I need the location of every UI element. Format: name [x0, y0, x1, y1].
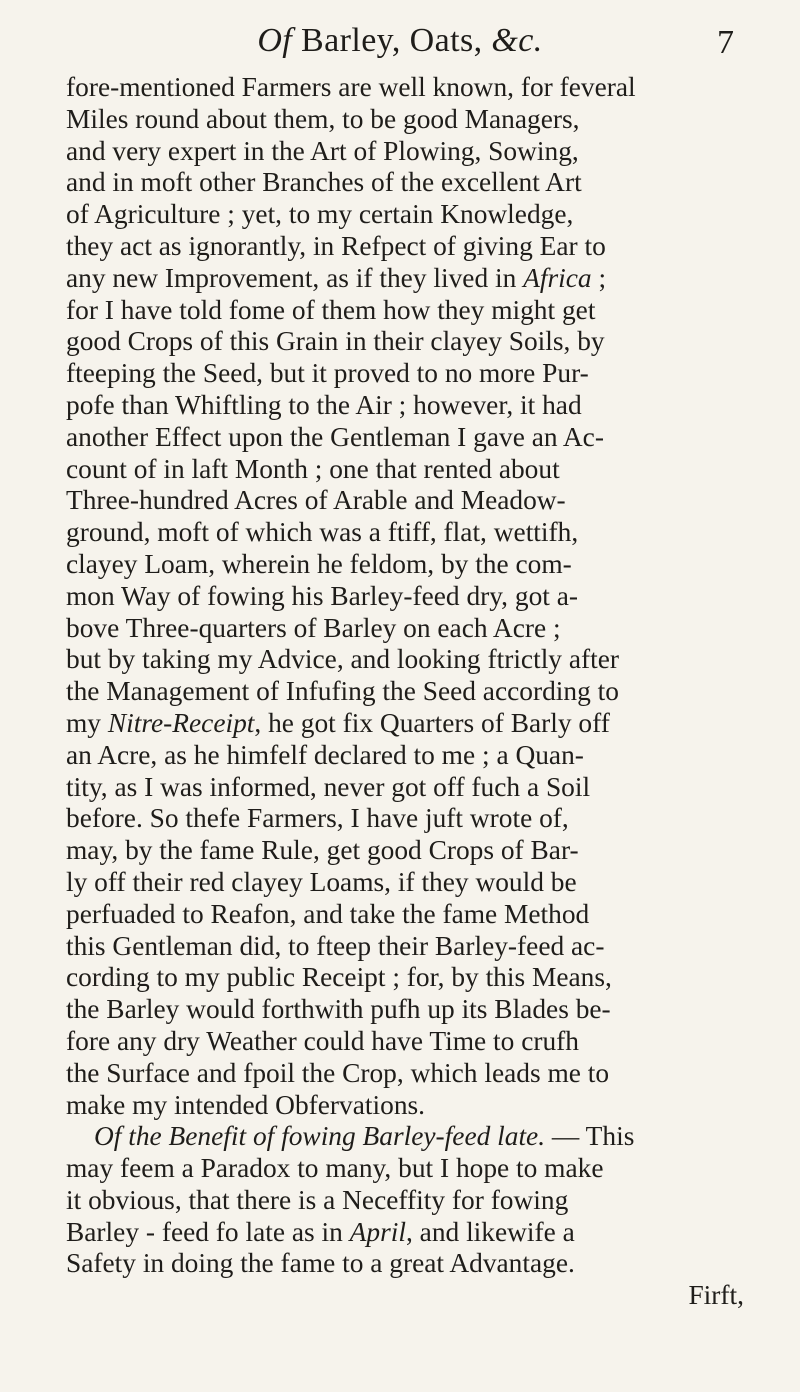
text-line: for I have told fome of them how they might get — [66, 294, 596, 325]
text-line-nitre-receipt: my Nitre-Receipt, he got fix Quarters of Barly off — [66, 707, 610, 738]
text-line: cording to my public Receipt ; for, by this Means, — [66, 962, 612, 993]
text-line: this Gentleman did, to fteep their Barley-feed ac- — [66, 930, 605, 961]
text-line: fteeping the Seed, but it proved to no more Pur- — [66, 358, 589, 389]
text-line: Three-hundred Acres of Arable and Meadow- — [66, 485, 566, 516]
text-line: ly off their red clayey Loams, if they would be — [66, 866, 577, 897]
italic-april: April — [349, 1216, 406, 1247]
text-line: fore-mentioned Farmers are well known, for feveral — [66, 72, 636, 102]
italic-nitre-receipt: Nitre-Receipt — [107, 707, 255, 738]
page-body-text — [66, 72, 754, 1312]
text-line: before. So thefe Farmers, I have juft wrote of, — [66, 803, 569, 834]
text-line: pofe than Whiftling to the Air ; however, it had — [66, 389, 582, 420]
text-line: Miles round about them, to be good Managers, — [66, 103, 580, 134]
text-line: and very expert in the Art of Plowing, Sowing, — [66, 135, 579, 166]
page-header — [66, 10, 734, 80]
catchword: Firft, — [688, 1280, 744, 1311]
section-heading-line — [66, 1121, 754, 1153]
text-line: the Surface and fpoil the Crop, which leads me to — [66, 1057, 610, 1088]
page-number: 7 — [717, 24, 734, 61]
text-line: perfuaded to Reafon, and take the fame Method — [66, 898, 590, 929]
text-line: good Crops of this Grain in their clayey Soils, by — [66, 326, 605, 357]
text-line: but by taking my Advice, and looking ftrictly after — [66, 644, 620, 675]
text-line: make my intended Obfervations. — [66, 1089, 426, 1120]
text-line: the Barley would forthwith pufh up its Blades be- — [66, 994, 611, 1025]
text-line: count of in laft Month ; one that rented about — [66, 453, 560, 484]
text-line: an Acre, as he himfelf declared to me ; a Quan- — [66, 739, 584, 770]
running-head-title: Barley, Oats, — [292, 22, 492, 59]
text-line: clayey Loam, wherein he feldom, by the com- — [66, 548, 572, 579]
running-head-etc: &c. — [491, 22, 543, 59]
text-line: they act as ignorantly, in Refpect of giving Ear to — [66, 230, 606, 261]
text-line: it obvious, that there is a Neceffity for fowing — [66, 1184, 569, 1215]
text-line: and in moft other Branches of the excellent Art — [66, 167, 582, 198]
text-line: bove Three-quarters of Barley on each Acre ; — [66, 612, 561, 643]
text-line-africa: any new Improvement, as if they lived in Africa ; — [66, 262, 607, 293]
text-line: may, by the fame Rule, get good Crops of Bar- — [66, 835, 579, 866]
text-line: fore any dry Weather could have Time to crufh — [66, 1025, 579, 1056]
running-head-of: Of — [257, 22, 293, 59]
text-line: another Effect upon the Gentleman I gave an Ac- — [66, 421, 604, 452]
running-head — [66, 22, 734, 60]
text-line: Safety in doing the fame to a great Advantage. — [66, 1248, 575, 1279]
section-heading: Of the Benefit of fowing Barley-feed late. — [94, 1121, 546, 1152]
text-line: tity, as I was informed, never got off fuch a Soil — [66, 771, 591, 802]
text-line-april: Barley - feed fo late as in April, and likewife a — [66, 1216, 575, 1247]
section-heading-tail: — This — [545, 1121, 635, 1152]
text-line: ground, moft of which was a ftiff, flat, wettifh, — [66, 517, 579, 548]
text-line: the Management of Infufing the Seed according to — [66, 676, 619, 707]
italic-africa: Africa — [523, 262, 592, 293]
text-line: mon Way of fowing his Barley-feed dry, got a- — [66, 580, 578, 611]
text-line: may feem a Paradox to many, but I hope to make — [66, 1153, 604, 1184]
text-line: of Agriculture ; yet, to my certain Knowledge, — [66, 199, 574, 230]
